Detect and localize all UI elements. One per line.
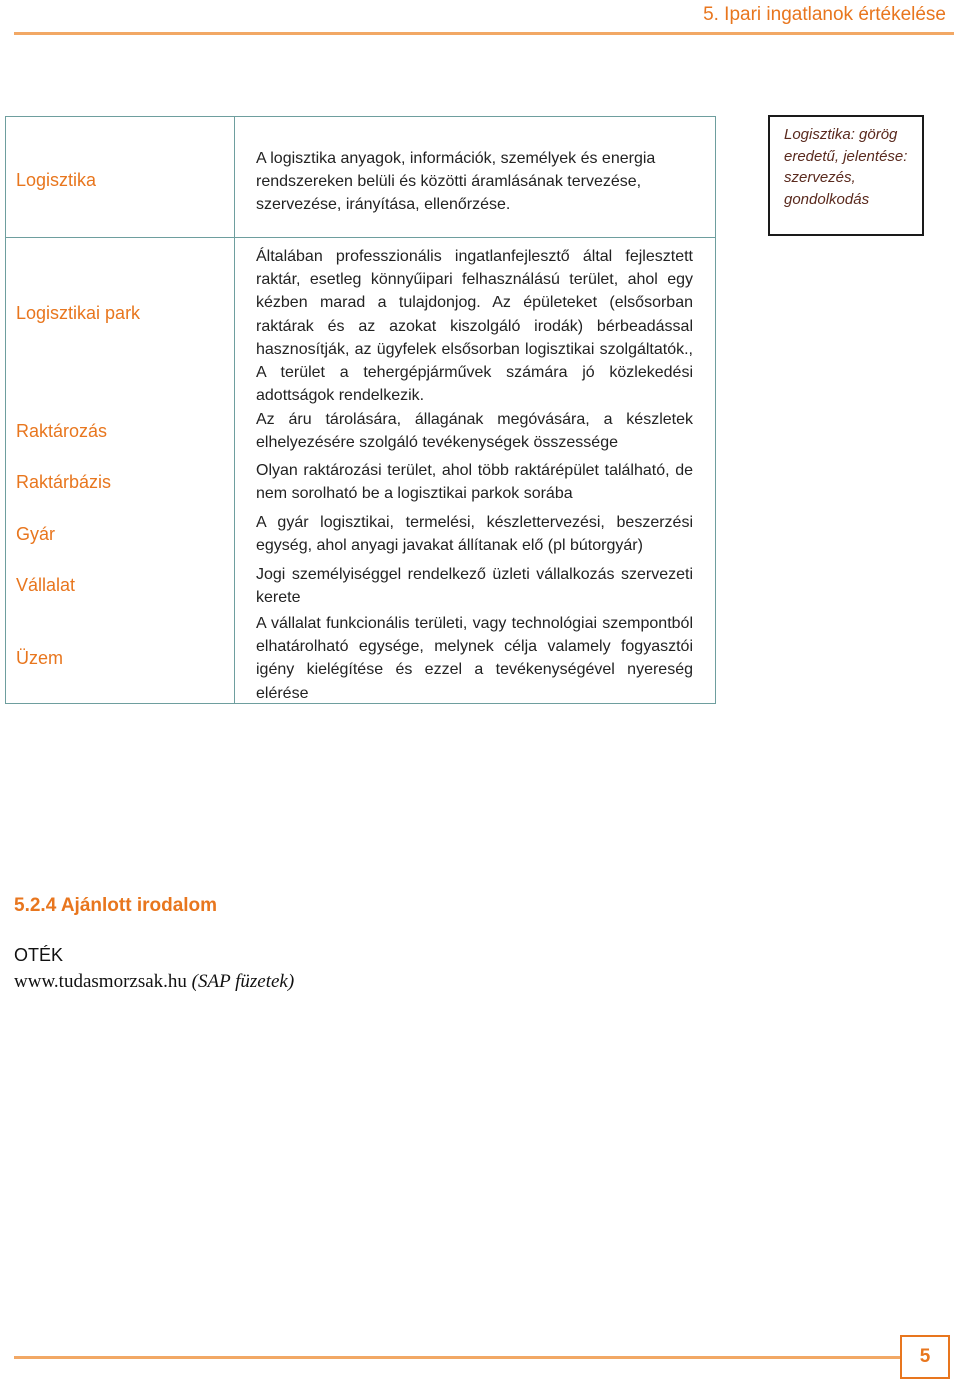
header-title: 5. Ipari ingatlanok értékelése <box>703 4 946 25</box>
row-divider <box>6 237 715 238</box>
term-raktarbazis: Raktárbázis <box>16 472 112 492</box>
definition-raktarozas: Az áru tárolására, állagának megóvására, a készletek elhelyezésére szolgáló tevékenységek összessége <box>256 411 693 452</box>
definition-gyar: A gyár logisztikai, termelési, készlettervezési, beszerzési egység, ahol anyagi javakat állítanak elő (pl bútorgyár) <box>256 514 693 555</box>
etymology-note <box>768 115 924 236</box>
reference-note: (SAP füzetek) <box>191 971 295 992</box>
reference-url[interactable]: www.tudasmorzsak.hu <box>14 971 187 992</box>
definition-raktarbazis: Olyan raktározási terület, ahol több raktárépület található, de nem sorolható be a logisztikai parkok sorába <box>256 462 693 503</box>
definition-uzem: A vállalat funkcionális területi, vagy technológiai szempontból elhatárolható egysége, melynek célja valamely fogyasztói igény kielégítése és ezzel a tevékenységével nyereség elérése <box>256 615 693 702</box>
term-vallalat: Vállalat <box>16 575 76 595</box>
terms-table <box>5 116 716 704</box>
term-raktarozas: Raktározás <box>16 421 108 441</box>
definition-logisztikai-park: Általában professzionális ingatlanfejlesztő által fejlesztett raktár, esetleg könnyűipari felhasználású terület, ahol egy kézben marad a tulajdonjog. Az épületeket (elsősorban raktárak és az azokat kiszolgáló irodák) bérbeadással hasznosítják, az ügyfelek elsősorban logisztikai szolgáltatók., A terület a tehergépjárművek számára jó közlekedési adottságok rendelkezik. <box>256 248 693 405</box>
reference-tudasmorzsak <box>14 971 294 993</box>
term-logisztikai-park: Logisztikai park <box>16 303 141 323</box>
page-number: 5 <box>900 1335 950 1379</box>
term-gyar: Gyár <box>16 524 56 544</box>
references-heading: 5.2.4 Ajánlott irodalom <box>14 895 218 916</box>
reference-otek: OTÉK <box>14 945 64 965</box>
definition-logisztika: A logisztika anyagok, információk, személyek és energia rendszereken belüli és közötti áramlásának tervezése, szervezése, irányítása, ellenőrzése. <box>256 150 656 214</box>
term-logisztika: Logisztika <box>16 170 97 190</box>
header-rule <box>14 32 954 35</box>
etymology-note-text: Logisztika: görög eredetű, jelentése: szervezés, gondolkodás <box>784 126 908 208</box>
term-uzem: Üzem <box>16 648 64 668</box>
column-divider <box>234 117 235 703</box>
definition-vallalat: Jogi személyiséggel rendelkező üzleti vállalkozás szervezeti kerete <box>256 566 693 607</box>
footer-rule <box>14 1356 900 1359</box>
